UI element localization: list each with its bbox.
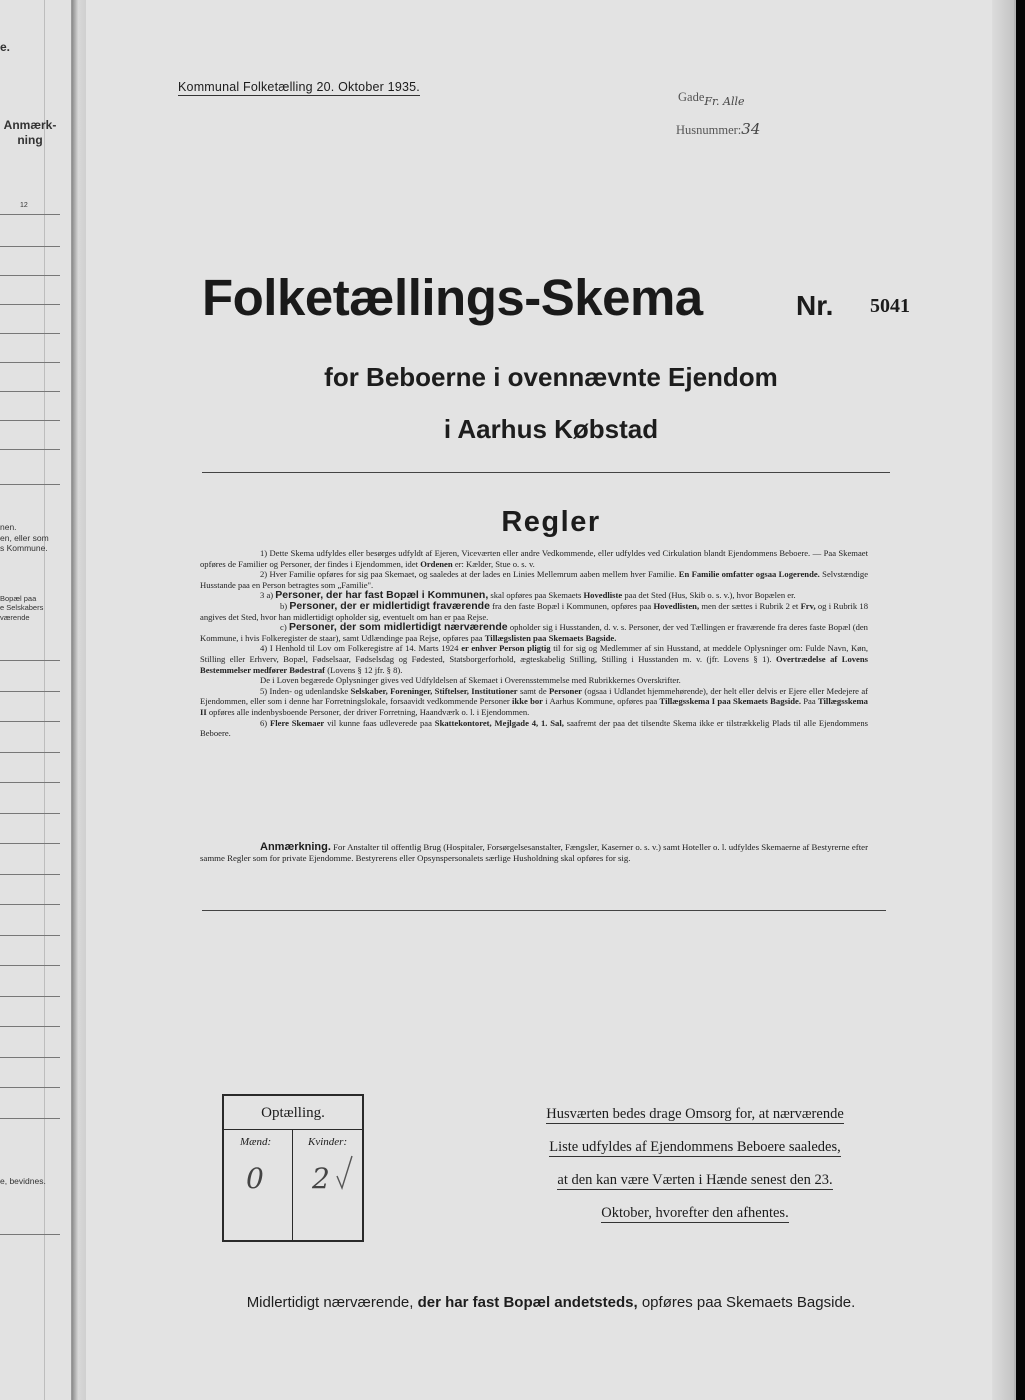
row-rule bbox=[0, 935, 60, 936]
women-count: 2 bbox=[312, 1162, 330, 1195]
notice-line: Oktober, hvorefter den afhentes. bbox=[601, 1205, 789, 1221]
row-rule bbox=[0, 333, 60, 334]
remark-text: For Anstalter til offentlig Brug (Hospitaler, Forsørgelsesanstalter, Fængsler, Kaserner o. s. v.) samt Hoteller o. l. udfyldes Skemaerne af Bestyrerne efter samme Regler som for private Ejendomme. Bestyrerens eller Opsynspersonalets særlige Husholdning skal opføres for sig. bbox=[200, 842, 868, 863]
row-rule bbox=[0, 246, 60, 247]
row-rule bbox=[0, 660, 60, 661]
row-rule bbox=[0, 1026, 60, 1027]
fragment-column-heading: Anmærk- ning bbox=[3, 118, 57, 147]
remark-label: Anmærkning. bbox=[260, 841, 331, 853]
row-rule bbox=[0, 1057, 60, 1058]
gade-field bbox=[678, 88, 745, 106]
husnummer-value: 34 bbox=[741, 120, 761, 138]
row-rule bbox=[0, 304, 60, 305]
gade-label: Gade bbox=[678, 90, 705, 104]
fragment-text: e. bbox=[0, 40, 11, 54]
rule-6: 6) Flere Skemaer vil kunne faas udleverede paa Skattekontoret, Mejlgade 4, 1. Sal, saafremt der paa det tilsendte Skema ikke er tilstrækkelig Plads til alle Ejendommens Beboere. bbox=[200, 717, 869, 739]
form-nr-label: Nr. bbox=[796, 290, 834, 321]
tally-box bbox=[222, 1094, 364, 1242]
row-rule bbox=[0, 1118, 60, 1119]
fragment-column-number: 12 bbox=[20, 202, 28, 209]
fragment-text: e, bevidnes. bbox=[0, 1176, 46, 1186]
rule-2: 2) Hver Familie opføres for sig paa Skemaet, og saaledes at der lades en Linies Mellemrum aaben mellem hver Familie. En Familie omfatter ogsaa Logerende. Selvstændige Husstande paa en Person betragtes som „Familie". bbox=[200, 569, 869, 590]
divider bbox=[202, 910, 886, 911]
census-header: Kommunal Folketælling 20. Oktober 1935. bbox=[178, 80, 420, 94]
tally-heading: Optælling. bbox=[224, 1096, 362, 1130]
men-label: Mænd: bbox=[240, 1136, 272, 1148]
row-rule bbox=[0, 275, 60, 276]
rule-3b: b) Personer, der er midlertidigt fraværende fra den faste Bopæl i Kommunen, opføres paa Hovedlisten, men der sættes i Rubrik 2 et Frv, og i Rubrik 18 angives det Sted, hvor han midlertidigt opholder sig, eventuelt om han er paa Rejse. bbox=[200, 599, 869, 622]
rule-3a: 3 a) Personer, der har fast Bopæl i Kommunen, skal opføres paa Skemaets Hovedliste paa det Sted (Hus, Skib o. s. v.), hvor Bopælen er. bbox=[260, 589, 796, 602]
fragment-text: nen. en, eller som s Kommune. bbox=[0, 522, 49, 554]
form-location: i Aarhus Købstad bbox=[443, 414, 659, 444]
form-title: Folketællings-Skema bbox=[202, 269, 703, 326]
row-rule bbox=[0, 843, 60, 844]
previous-page-fragment bbox=[0, 0, 72, 1400]
divider bbox=[202, 472, 890, 473]
tally-divider bbox=[292, 1130, 293, 1240]
row-rule bbox=[0, 996, 60, 997]
check-mark-icon bbox=[334, 1154, 356, 1194]
rules-heading: Regler bbox=[501, 506, 601, 538]
fragment-text: Bopæl paa e Selskabers værende bbox=[0, 594, 44, 622]
page-edge bbox=[992, 0, 1014, 1400]
row-rule bbox=[0, 904, 60, 905]
gade-value: Fr. Alle bbox=[704, 95, 745, 108]
row-rule bbox=[0, 813, 60, 814]
rule-3c: c) Personer, der som midlertidigt nærværende opholder sig i Husstanden, d. v. s. Personer, der ved Tællingen er fraværende fra deres faste Bopæl (den Kommune, i hvis Folkeregister de staar), samt Udlændinge paa Rejse, opføres paa Tillægslisten paa Skemaets Bagside. bbox=[200, 621, 868, 643]
signature-rule bbox=[0, 1234, 60, 1235]
row-rule bbox=[0, 782, 60, 783]
row-rule bbox=[0, 965, 60, 966]
census-form-page bbox=[86, 0, 1016, 1400]
form-number: 5041 bbox=[870, 295, 910, 317]
row-rule bbox=[0, 874, 60, 875]
rules-body bbox=[200, 548, 868, 739]
rule-5: 5) Inden- og udenlandske Selskaber, Foreninger, Stiftelser, Institutioner samt de Personer (ogsaa i Udlandet hjemmehørende), der helt eller delvis er Ejere eller Medejere af Ejendommen, eller som i denne har Forretningslokale, forsaavidt vedkommende Personer ikke bor i Aarhus Kommune, opføres paa Tillægsskema I paa Skemaets Bagside. Paa Tillægsskema II opføres alle indenbysboende Personer, der driver Forretning, Haandværk o. l. i Ejendommen. bbox=[200, 685, 869, 717]
rule-4: 4) I Henhold til Lov om Folkeregistre af 14. Marts 1924 er enhver Person pligtig til for sig og Medlemmer af sin Husstand, at meddele Oplysninger om: Fulde Navn, Køn, Stilling eller Erhverv, Bopæl, Fødselsaar, Fødselsdag og Fødested, Statsborgerforhold, ægteskabelig Stilling, Stilling i Husstanden m. v. (jfr. Lovens § 1). Overtrædelse af Lovens Bestemmelser medfører Bødestraf (Lovens § 12 jfr. § 8). bbox=[200, 643, 869, 675]
row-rule bbox=[0, 691, 60, 692]
row-rule bbox=[0, 362, 60, 363]
rule-1: 1) Dette Skema udfyldes eller besørges udfyldt af Ejeren, Viceværten eller andre Vedkommende, eller udfyldes ved Cirkulation blandt Ejendommens Beboere. — Paa Skemaet opføres de Familier og Personer, der findes i Ejendommen, idet Ordenen er: Kælder, Stue o. s. v. bbox=[200, 548, 868, 569]
men-count: 0 bbox=[246, 1162, 264, 1195]
row-rule bbox=[0, 752, 60, 753]
notice-line: at den kan være Værten i Hænde senest den 23. bbox=[557, 1172, 833, 1188]
husnummer-field bbox=[676, 120, 760, 139]
rule-4-note: De i Loven begærede Oplysninger gives ved Udfyldelsen af Skemaet i Overensstemmelse med Rubrikkernes Overskrifter. bbox=[260, 675, 681, 686]
form-subtitle: for Beboerne i ovennævnte Ejendom bbox=[324, 362, 778, 392]
notice-line: Liste udfyldes af Ejendommens Beboere saaledes, bbox=[549, 1139, 841, 1155]
remark-paragraph bbox=[200, 842, 868, 864]
row-rule bbox=[0, 391, 60, 392]
row-rule bbox=[0, 1087, 60, 1088]
landlord-notice bbox=[522, 1098, 868, 1230]
women-label: Kvinder: bbox=[308, 1136, 348, 1148]
notice-line: Husværten bedes drage Omsorg for, at nærværende bbox=[546, 1106, 844, 1122]
book-gutter bbox=[72, 0, 86, 1400]
column-divider bbox=[44, 0, 45, 1400]
footer-instruction: Midlertidigt nærværende, der har fast Bopæl andetsteds, opføres paa Skemaets Bagside. bbox=[246, 1294, 856, 1311]
husnummer-label: Husnummer: bbox=[676, 123, 742, 137]
row-rule bbox=[0, 420, 60, 421]
row-rule bbox=[0, 449, 60, 450]
row-rule bbox=[0, 214, 60, 215]
row-rule bbox=[0, 721, 60, 722]
row-rule bbox=[0, 484, 60, 485]
